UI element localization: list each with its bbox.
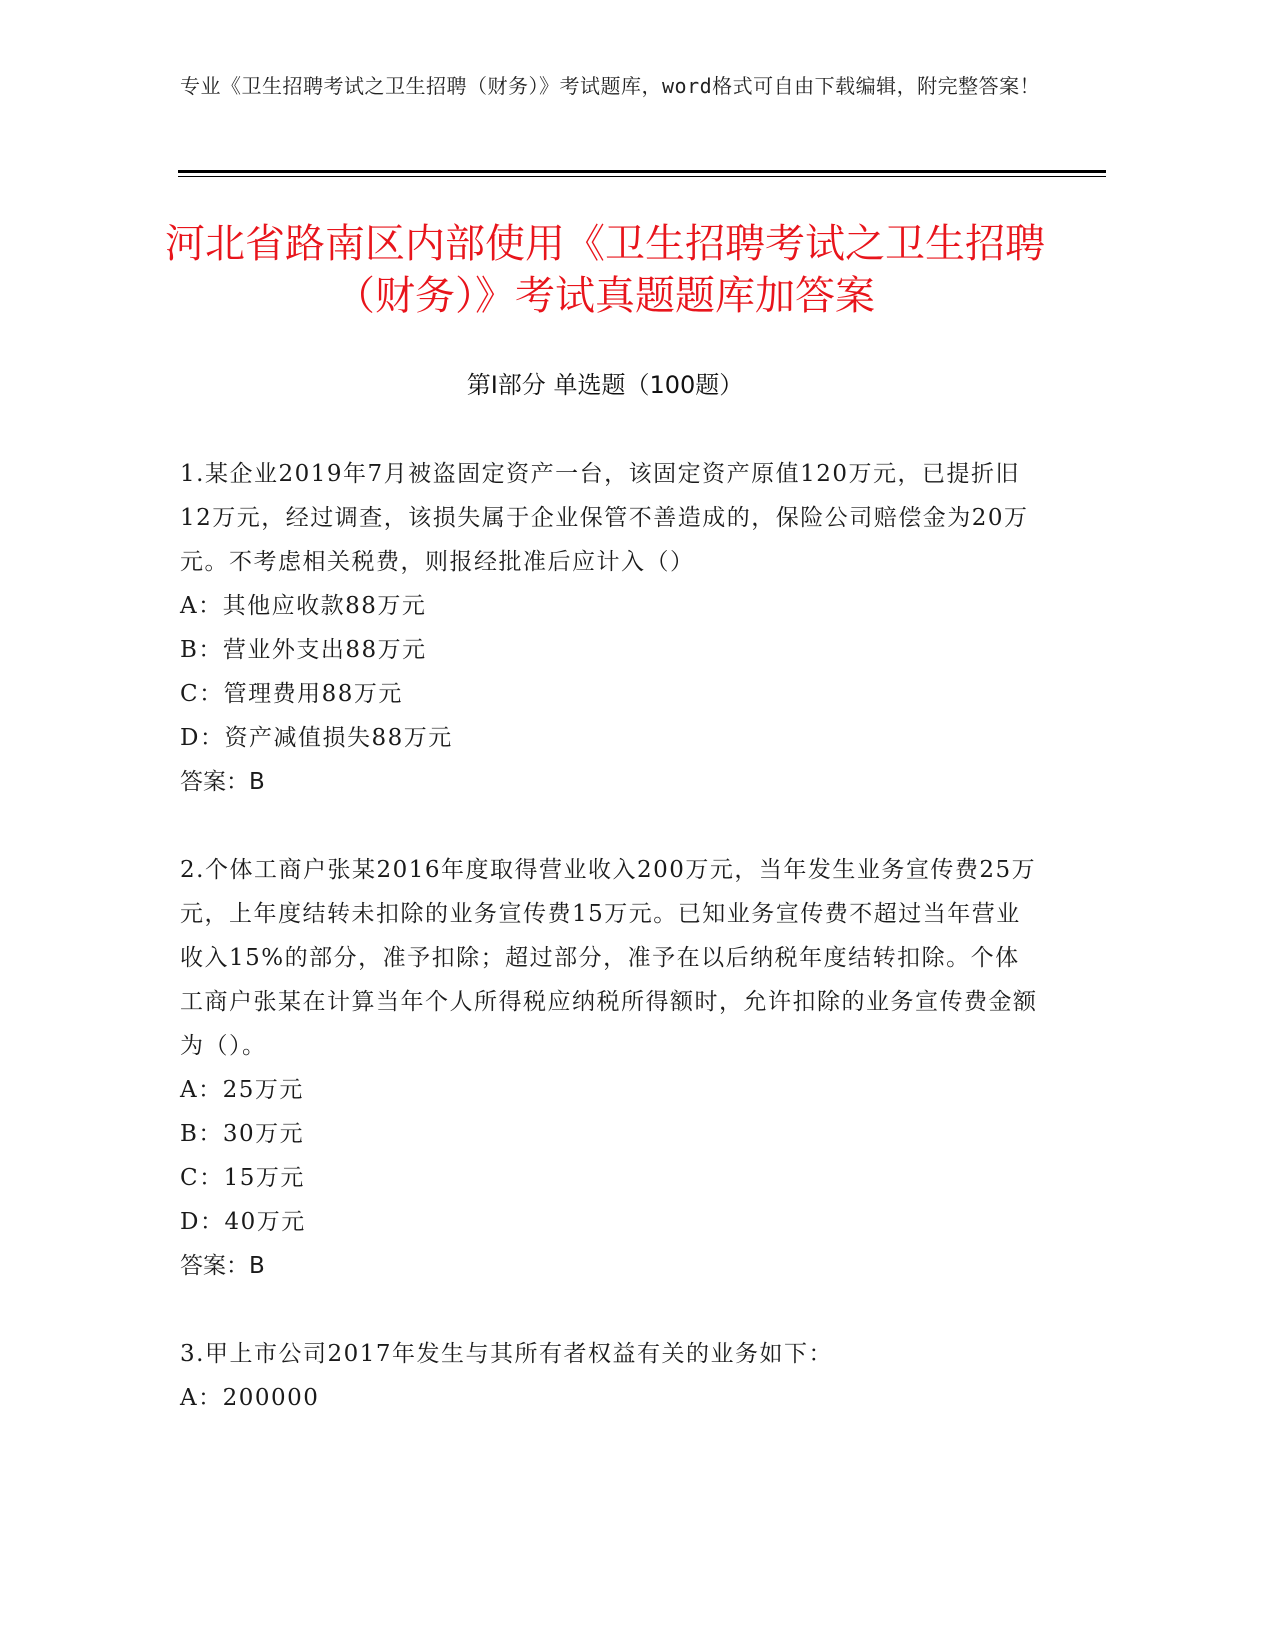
section-heading: 第Ⅰ部分 单选题（100题）	[466, 371, 744, 399]
option-b: B：营业外支出88万元	[180, 637, 427, 663]
question-stem: 1.某企业2019年7月被盗固定资产一台，该固定资产原值120万元，已提折旧12万元，经过调查，该损失属于企业保管不善造成的，保险公司赔偿金为20万元。不考虑相关税费，则报经批准后应计入（）	[180, 461, 1029, 575]
question-1	[180, 452, 1040, 804]
answer: 答案：B	[180, 1253, 265, 1279]
question-stem: 3.甲上市公司2017年发生与其所有者权益有关的业务如下：	[180, 1341, 833, 1367]
option-c: C：管理费用88万元	[180, 681, 403, 707]
header-note: 专业《卫生招聘考试之卫生招聘（财务）》考试题库，word格式可自由下载编辑，附完整答案！	[180, 74, 1041, 98]
option-d: D：40万元	[180, 1209, 306, 1235]
header-rule-thin	[178, 176, 1106, 177]
option-c: C：15万元	[180, 1165, 305, 1191]
question-3	[180, 1332, 1040, 1420]
answer: 答案：B	[180, 769, 265, 795]
option-a: A：200000	[180, 1385, 320, 1411]
question-list	[180, 452, 1040, 1464]
document-title: 河北省路南区内部使用《卫生招聘考试之卫生招聘（财务）》考试真题题库加答案	[165, 221, 1045, 319]
header-rule-thick	[178, 170, 1106, 173]
option-a: A：其他应收款88万元	[180, 593, 427, 619]
option-d: D：资产减值损失88万元	[180, 725, 453, 751]
option-b: B：30万元	[180, 1121, 305, 1147]
option-a: A：25万元	[180, 1077, 304, 1103]
question-2	[180, 848, 1040, 1288]
question-stem: 2.个体工商户张某2016年度取得营业收入200万元，当年发生业务宣传费25万元，上年度结转未扣除的业务宣传费15万元。已知业务宣传费不超过当年营业收入15%的部分，准予扣除；超过部分，准予在以后纳税年度结转扣除。个体工商户张某在计算当年个人所得税应纳税所得额时，允许扣除的业务宣传费金额为（）。	[180, 857, 1038, 1059]
